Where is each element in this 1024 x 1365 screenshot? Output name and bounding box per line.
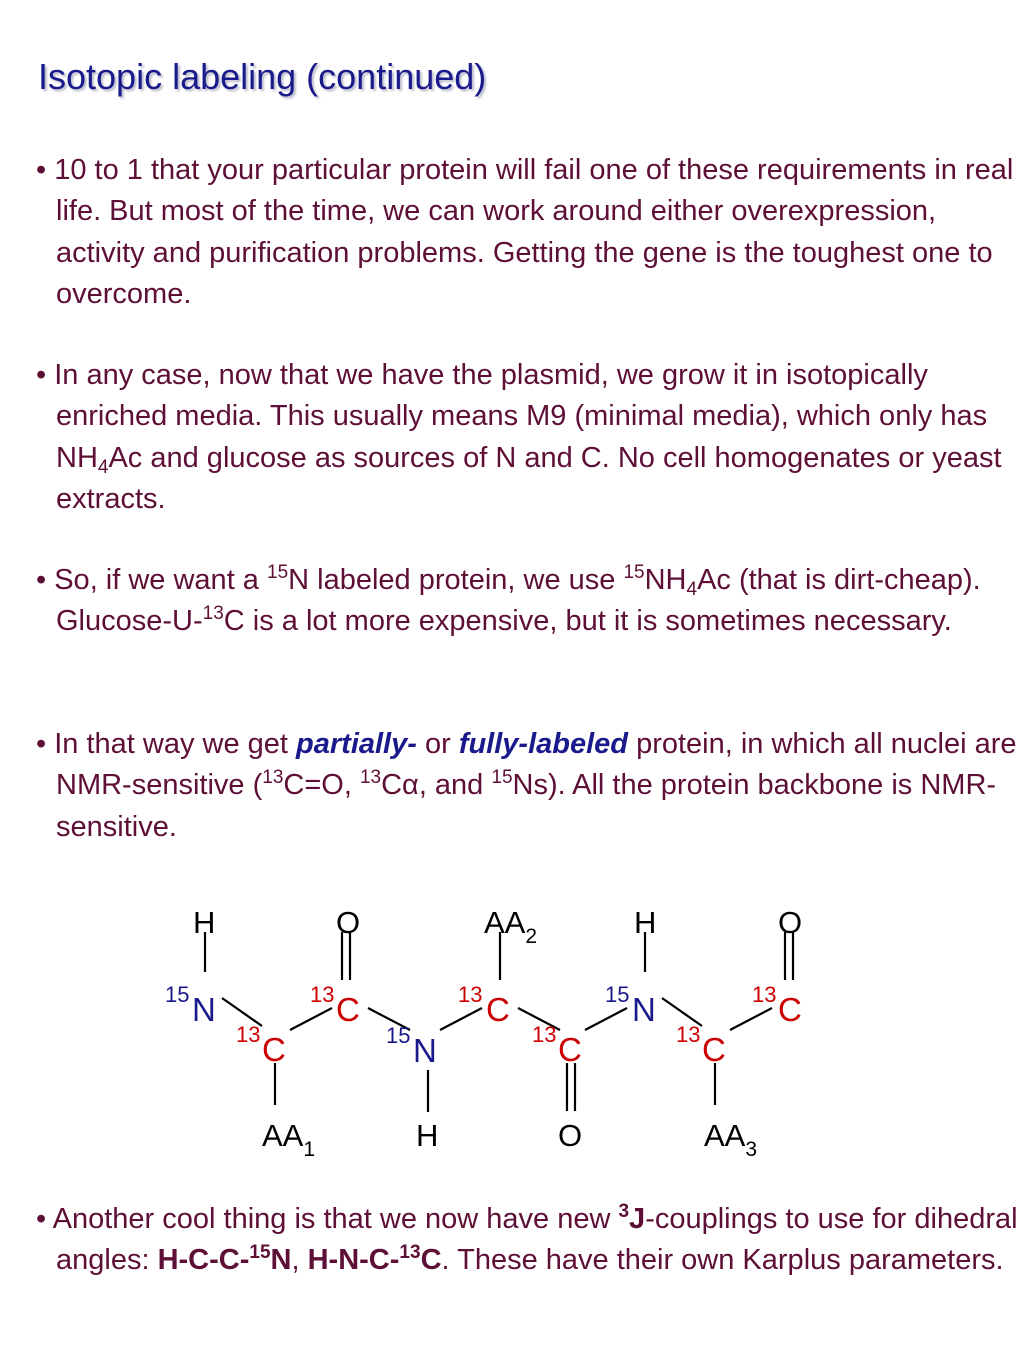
isotope-13-label: 13 xyxy=(676,1022,701,1047)
bold-text: C xyxy=(420,1244,442,1277)
bullet-text: -couplings to use for dihedral angles: xyxy=(56,1203,1018,1277)
bullet-text: In that way we get xyxy=(54,728,297,760)
atom-13c-carbonyl-3: C xyxy=(778,991,802,1028)
isotope-13-label: 13 xyxy=(310,982,335,1007)
bullet-text: or xyxy=(416,728,459,760)
bold-text: H-C-C- xyxy=(157,1244,250,1277)
superscript: 13 xyxy=(262,767,284,789)
superscript: 15 xyxy=(249,1242,271,1264)
subscript: 4 xyxy=(97,456,109,478)
bullet-text: 10 to 1 that your particular protein will fail one of these requirements in real life. But most of the time, we can work around either overexpression, activity and purification problems. Getting the gene is the toughest one to overcome. xyxy=(54,154,1014,310)
bullet-text: C=O, xyxy=(283,769,360,802)
bullet-marker: • xyxy=(36,1203,47,1235)
bullet-text: protein, in which all nuclei are NMR-sensitive ( xyxy=(56,728,1017,802)
atom-o-2: O xyxy=(778,905,803,940)
atom-15n-1: N xyxy=(192,991,216,1028)
atom-h-3: H xyxy=(416,1118,439,1153)
bullet-text: Ac (that is dirt-cheap). Glucose-U- xyxy=(56,564,981,638)
isotope-15-label: 15 xyxy=(386,1023,411,1048)
alpha-symbol: α xyxy=(402,769,419,802)
bullet-marker: • xyxy=(36,359,47,391)
superscript: 3 xyxy=(618,1201,630,1222)
superscript: 13 xyxy=(202,603,224,625)
emphasis-fully-labeled: fully-labeled xyxy=(458,728,629,760)
bullet-text: C is a lot more expensive, but it is sometimes necessary. xyxy=(223,605,952,638)
isotope-15-label: 15 xyxy=(165,982,190,1007)
superscript: 13 xyxy=(359,767,382,789)
aa-subscript: 1 xyxy=(303,1138,316,1161)
atom-aa2 xyxy=(484,905,537,948)
aa-label: AA xyxy=(484,905,526,940)
bold-text: N xyxy=(270,1244,292,1277)
bullet-text: , xyxy=(291,1244,308,1277)
aa-label: AA xyxy=(262,1118,304,1153)
bullet-marker: • xyxy=(36,564,47,596)
bullet-nmr-sensitive xyxy=(36,724,1024,848)
superscript: 15 xyxy=(267,562,289,583)
atom-aa3 xyxy=(704,1118,757,1161)
atom-15n-2: N xyxy=(413,1032,437,1069)
emphasis-partially: partially- xyxy=(296,728,417,760)
atom-h-2: H xyxy=(634,905,657,940)
superscript: 15 xyxy=(491,767,513,789)
bullet-text: , and xyxy=(418,769,492,802)
atom-o-1: O xyxy=(336,905,361,940)
isotope-13-label: 13 xyxy=(752,982,777,1007)
aa-label: AA xyxy=(704,1118,746,1153)
isotope-13-label: 13 xyxy=(532,1022,557,1047)
bullet-text: Ac and glucose as sources of N and C. No cell homogenates or yeast extracts. xyxy=(56,441,1002,515)
isotope-13-label: 13 xyxy=(458,982,483,1007)
atom-13c-carbonyl-2: C xyxy=(558,1031,582,1068)
atom-13c-alpha-1: C xyxy=(262,1031,286,1068)
isotope-15-label: 15 xyxy=(605,982,630,1007)
atom-13c-carbonyl-1: C xyxy=(336,991,360,1028)
isotope-13-label: 13 xyxy=(236,1022,261,1047)
bullet-text: Ns). All the protein backbone is NMR-sensitive. xyxy=(56,769,997,843)
atom-o-3: O xyxy=(558,1118,583,1153)
bold-text: J xyxy=(629,1203,646,1235)
atom-h-1: H xyxy=(193,905,216,940)
bullet-text: In any case, now that we have the plasmid, we grow it in isotopically enriched media. This usually means M9 (minimal media), which only has NH xyxy=(54,359,988,474)
superscript: 13 xyxy=(399,1242,421,1264)
bullet-text: C xyxy=(381,769,403,802)
bullet-labeled-protein xyxy=(36,560,1024,643)
atom-15n-3: N xyxy=(632,991,656,1028)
page-title: Isotopic labeling (continued) xyxy=(38,56,487,97)
peptide-backbone-diagram xyxy=(0,880,1024,1180)
bullet-text: Another cool thing is that we now have new xyxy=(52,1203,619,1235)
bold-text: H-N-C- xyxy=(307,1244,400,1277)
aa-subscript: 3 xyxy=(745,1138,758,1161)
subscript: 4 xyxy=(686,579,698,600)
bullet-growth-media xyxy=(36,355,1024,520)
bullet-j-couplings xyxy=(36,1199,1024,1282)
bullet-marker: • xyxy=(36,728,47,760)
atom-13c-alpha-3: C xyxy=(702,1031,726,1068)
bullet-protein-failure xyxy=(36,150,1024,315)
atom-aa1 xyxy=(262,1118,315,1161)
bullet-text: NH xyxy=(644,564,687,596)
bullet-text: So, if we want a xyxy=(54,564,267,596)
superscript: 15 xyxy=(623,562,645,583)
atom-13c-alpha-2: C xyxy=(486,991,510,1028)
bullet-text: . These have their own Karplus parameters. xyxy=(441,1244,1004,1277)
bullet-marker: • xyxy=(36,154,47,186)
bullet-text: N labeled protein, we use xyxy=(288,564,624,596)
aa-subscript: 2 xyxy=(525,925,538,948)
